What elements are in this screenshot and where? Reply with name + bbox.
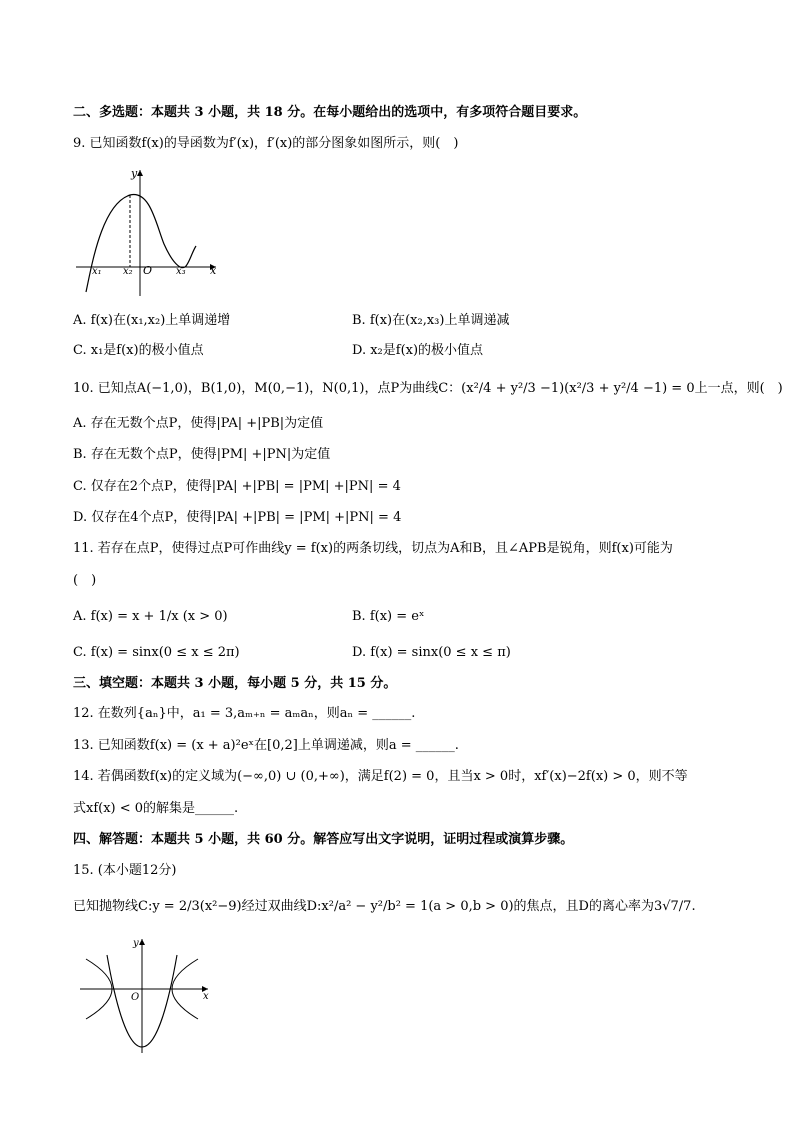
x1-label: x₁ [92, 266, 102, 277]
q10-option-a: A. 存在无数个点P，使得|PA| +|PB|为定值 [73, 416, 324, 431]
q13-stem: 13. 已知函数f(x) = (x + a)²eˣ在[0,2]上单调递减，则a = ______. [73, 738, 459, 753]
q11-option-b: B. f(x) = eˣ [352, 609, 425, 624]
q10-option-b: B. 存在无数个点P，使得|PM| +|PN|为定值 [73, 447, 331, 462]
q9-option-b: B. f(x)在(x₂,x₃)上单调递减 [352, 313, 510, 328]
origin-label: O [143, 264, 153, 277]
y-axis-label: y [131, 167, 138, 180]
q11-option-a: A. f(x) = x + 1/x (x > 0) [73, 609, 228, 624]
q9-derivative-graph [72, 164, 222, 300]
section-2-heading: 二、多选题：本题共 3 小题，共 18 分。在每小题给出的选项中，有多项符合题目要求。 [73, 105, 587, 120]
x2-label: x₂ [123, 266, 133, 277]
x3-label: x₃ [176, 266, 186, 277]
q15-stem: 已知抛物线C:y = 2/3(x²−9)经过双曲线D:x²/a² − y²/b² = 1(a > 0,b > 0)的焦点，且D的离心率为3√7/7. [73, 899, 696, 914]
q14-stem-line2: 式xf(x) < 0的解集是______. [73, 801, 239, 816]
q10-option-c: C. 仅存在2个点P，使得|PA| +|PB| = |PM| +|PN| = 4 [73, 479, 401, 494]
q9-option-a: A. f(x)在(x₁,x₂)上单调递增 [73, 313, 231, 328]
y-axis-label: y [133, 938, 139, 949]
q12-stem: 12. 在数列{aₙ}中，a₁ = 3,aₘ₊ₙ = aₘaₙ，则aₙ = ______. [73, 706, 416, 721]
q10-stem: 10. 已知点A(−1,0)，B(1,0)，M(0,−1)，N(0,1)，点P为曲线C：(x²/4 + y²/3 −1)(x²/3 + y²/4 −1) = 0上一点，则( ) [73, 381, 783, 396]
q11-option-c: C. f(x) = sinx(0 ≤ x ≤ 2π) [73, 645, 240, 660]
q11-stem-line1: 11. 若存在点P，使得过点P可作曲线y = f(x)的两条切线，切点为A和B，且∠APB是锐角，则f(x)可能为 [73, 541, 673, 556]
section-4-heading: 四、解答题：本题共 5 小题，共 60 分。解答应写出文字说明，证明过程或演算步骤。 [73, 832, 574, 847]
q15-parabola-hyperbola-graph [76, 935, 216, 1057]
q9-stem: 9. 已知函数f(x)的导函数为f′(x)，f′(x)的部分图象如图所示，则( ) [73, 136, 459, 151]
section-3-heading: 三、填空题：本题共 3 小题，每小题 5 分，共 15 分。 [73, 676, 397, 691]
x-axis-label: x [210, 264, 217, 277]
x-axis-label: x [203, 991, 209, 1002]
q9-option-c: C. x₁是f(x)的极小值点 [73, 343, 204, 358]
origin-label: O [131, 992, 140, 1003]
q15-title: 15. (本小题12分) [73, 863, 177, 878]
q14-stem-line1: 14. 若偶函数f(x)的定义域为(−∞,0) ∪ (0,+∞)，满足f(2) = 0，且当x > 0时，xf′(x)−2f(x) > 0，则不等 [73, 769, 688, 784]
q11-stem-line2: ( ) [73, 573, 97, 588]
q10-option-d: D. 仅存在4个点P，使得|PA| +|PB| = |PM| +|PN| = 4 [73, 510, 402, 525]
q11-option-d: D. f(x) = sinx(0 ≤ x ≤ π) [352, 645, 511, 660]
q9-option-d: D. x₂是f(x)的极小值点 [352, 343, 484, 358]
derivative-curve [86, 195, 196, 292]
